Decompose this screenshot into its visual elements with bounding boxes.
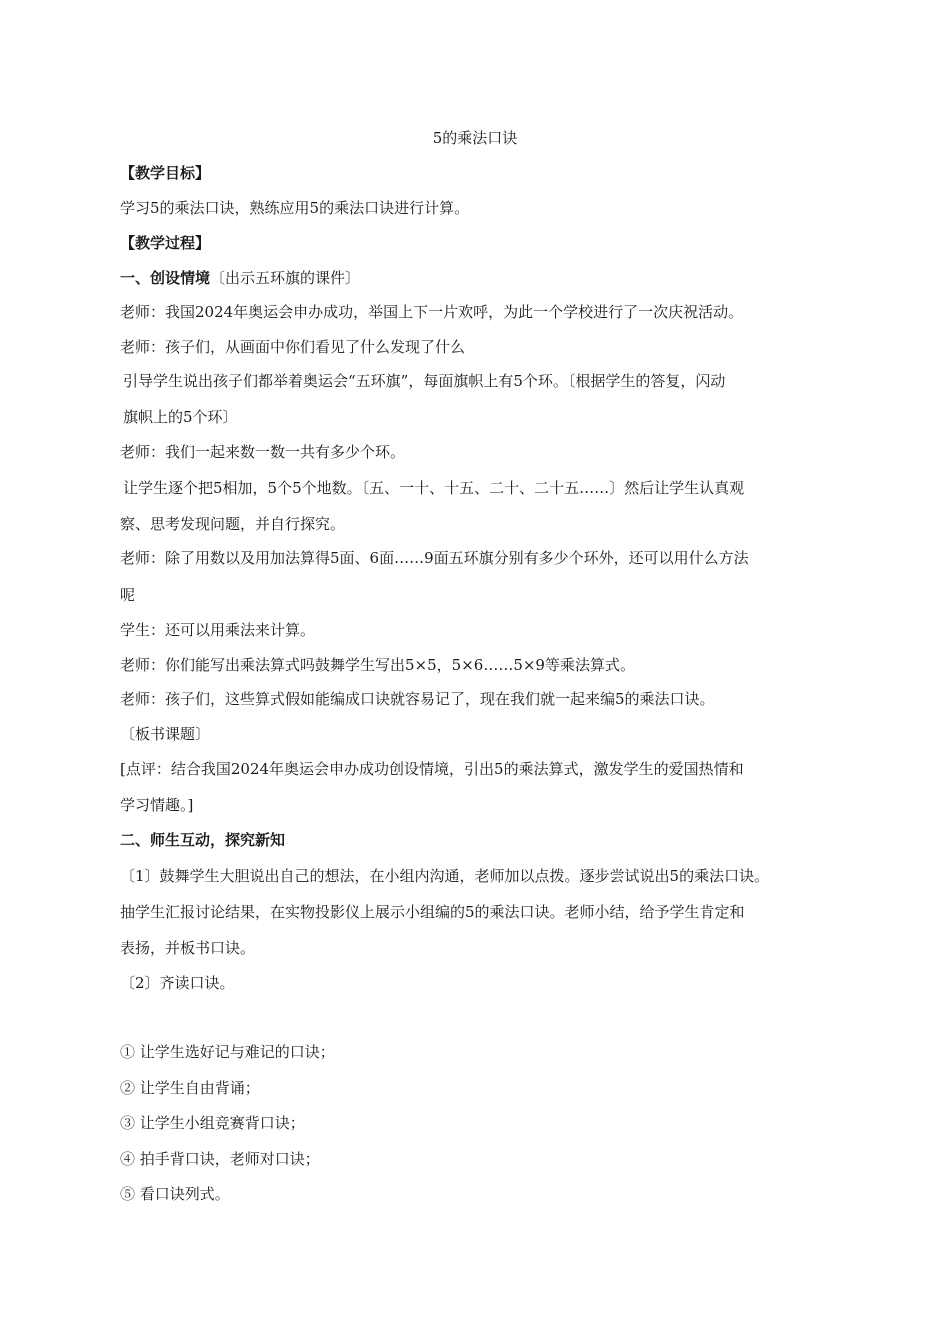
paragraph-line: 引导学生说出孩子们都举着奥运会“五环旗”，每面旗帜上有5个环。〔根据学生的答复，闪动	[123, 372, 726, 390]
process-heading: 【教学过程】	[120, 234, 211, 252]
review-note-line: [点评：结合我国2024年奥运会申办成功创设情境，引出5的乘法算式，激发学生的爱国热情和	[120, 760, 744, 778]
objectives-heading: 【教学目标】	[120, 164, 211, 182]
paragraph-line: 〔板书课题〕	[120, 725, 211, 743]
section1-heading: 一、创设情境	[120, 269, 211, 287]
paragraph-line: 抽学生汇报讨论结果，在实物投影仪上展示小组编的5的乘法口诀。老师小结，给予学生肯定和	[120, 903, 745, 921]
paragraph-line: 让学生逐个把5相加，5个5个地数。〔五、一十、十五、二十、二十五……〕然后让学生认真观	[123, 479, 745, 497]
paragraph-line: 〔1〕鼓舞学生大胆说出自己的想法，在小组内沟通，老师加以点拨。逐步尝试说出5的乘法口诀。	[120, 867, 770, 885]
paragraph-line: 老师：我国2024年奥运会申办成功，举国上下一片欢呼，为此一个学校进行了一次庆祝活动。	[120, 303, 744, 321]
paragraph-line: 老师：孩子们，这些算式假如能编成口诀就容易记了，现在我们就一起来编5的乘法口诀。	[120, 690, 715, 708]
list-item: ③ 让学生小组竞赛背口诀；	[120, 1114, 305, 1132]
paragraph-line: 察、思考发现问题，并自行探究。	[120, 515, 346, 533]
paragraph-line: 〔2〕齐读口诀。	[120, 974, 235, 992]
list-item: ② 让学生自由背诵；	[120, 1079, 260, 1097]
section2-heading: 二、师生互动，探究新知	[120, 831, 286, 849]
page-title: 5的乘法口诀	[432, 129, 518, 147]
list-item: ⑤ 看口诀列式。	[120, 1185, 230, 1203]
review-note-line: 学习情趣。]	[120, 796, 194, 814]
section1-note: 〔出示五环旗的课件〕	[210, 269, 361, 287]
list-item: ① 让学生选好记与难记的口诀；	[120, 1043, 335, 1061]
objectives-text: 学习5的乘法口诀，熟练应用5的乘法口诀进行计算。	[120, 199, 470, 217]
paragraph-line: 老师：我们一起来数一数一共有多少个环。	[120, 443, 406, 461]
list-item: ④ 拍手背口诀，老师对口诀；	[120, 1150, 320, 1168]
paragraph-line: 老师：你们能写出乘法算式吗鼓舞学生写出5×5，5×6……5×9等乘法算式。	[120, 656, 635, 674]
paragraph-line: 表扬，并板书口诀。	[120, 939, 256, 957]
paragraph-line: 老师：除了用数以及用加法算得5面、6面……9面五环旗分别有多少个环外，还可以用什么方法	[120, 549, 749, 567]
paragraph-line: 旗帜上的5个环〕	[123, 408, 238, 426]
section1-heading-line	[120, 268, 360, 288]
paragraph-line: 呢	[120, 586, 136, 604]
paragraph-line: 老师：孩子们，从画面中你们看见了什么发现了什么	[120, 338, 466, 356]
paragraph-line: 学生：还可以用乘法来计算。	[120, 621, 316, 639]
